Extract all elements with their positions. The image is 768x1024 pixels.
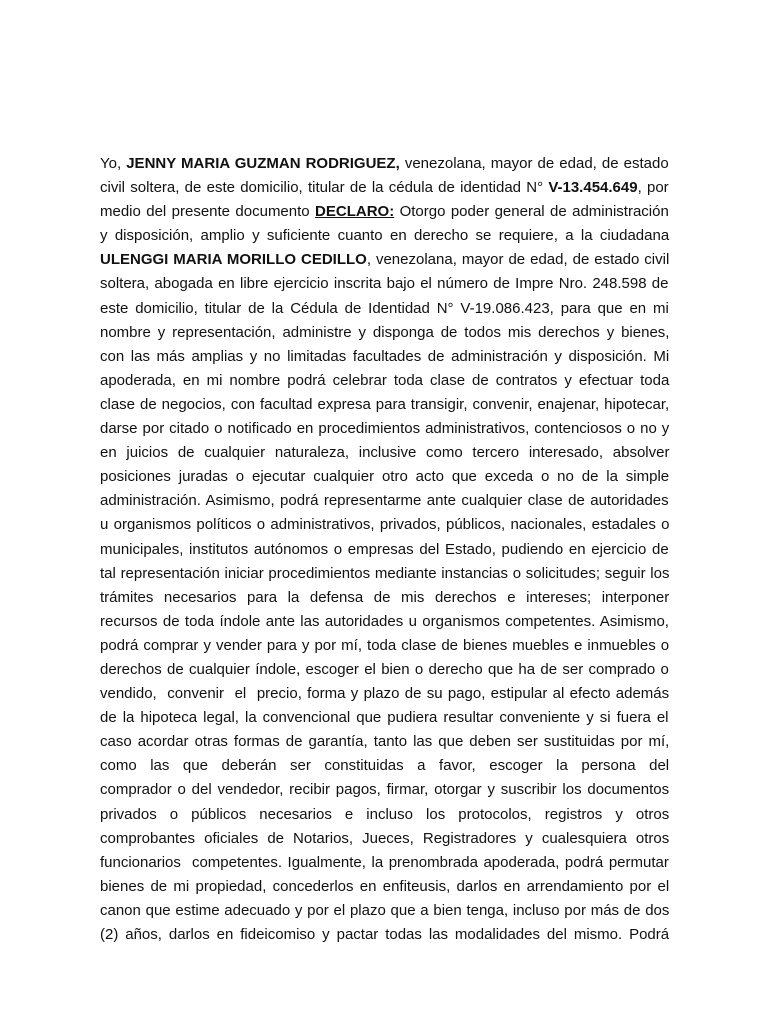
text-run: tal representación iniciar procedimientos mediante instancias o solicitudes; seguir los bbox=[100, 564, 670, 582]
document-line bbox=[100, 297, 669, 321]
text-run: caso acordar otras formas de garantía, tanto las que deben ser sustituidas por mí, bbox=[100, 733, 670, 751]
text-run: medio del presente documento bbox=[100, 203, 316, 221]
bold-text: JENNY MARIA GUZMAN RODRIGUEZ, bbox=[126, 155, 400, 172]
document-line bbox=[100, 538, 669, 562]
text-run: privados o públicos necesarios e incluso los protocolos, registros y otros bbox=[100, 805, 670, 823]
text-run: soltera, abogada en libre ejercicio inscrita bajo el número de Impre Nro. 248.598 de bbox=[100, 275, 669, 293]
bold-text: ULENGGI MARIA MORILLO CEDILLO bbox=[100, 251, 367, 269]
text-run: de la hipoteca legal, la convencional que pudiera resultar conveniente y si fuera el bbox=[100, 709, 669, 727]
document-line bbox=[100, 152, 669, 176]
text-run: funcionarios competentes. Igualmente, la prenombrada apoderada, podrá permutar bbox=[100, 853, 669, 871]
document-line bbox=[100, 441, 669, 465]
document-line bbox=[100, 634, 669, 658]
document-line bbox=[100, 706, 669, 730]
document-line bbox=[100, 200, 669, 224]
text-run: comprobantes oficiales de Notarios, Jueces, Registradores y cualesquiera otros bbox=[100, 829, 670, 847]
text-run: vendido, convenir el precio, forma y plazo de su pago, estipular al efecto además bbox=[100, 685, 670, 703]
text-run: con las más amplias y no limitadas facultades de administración y disposición. Mi bbox=[100, 347, 670, 365]
document-line bbox=[100, 562, 669, 586]
text-run: darse por citado o notificado en procedimientos administrativos, contenciosos o no y bbox=[100, 420, 670, 438]
document-line bbox=[100, 827, 669, 851]
document-line bbox=[100, 393, 669, 417]
text-run: administración. Asimismo, podrá representarme ante cualquier clase de autoridades bbox=[100, 492, 669, 510]
document-line bbox=[100, 851, 669, 875]
document-line bbox=[100, 923, 669, 947]
text-run: venezolana, mayor de edad, de estado bbox=[399, 155, 669, 172]
text-run: apoderada, en mi nombre podrá celebrar toda clase de contratos y efectuar toda bbox=[100, 371, 670, 389]
text-run: recursos de toda índole ante las autoridades u organismos competentes. Asimismo, bbox=[100, 612, 669, 630]
text-run: trámites necesarios para la defensa de mis derechos e intereses; interponer bbox=[100, 588, 670, 606]
text-run: como las que deberán ser constituidas a favor, escoger la persona del bbox=[100, 757, 670, 775]
document-line bbox=[100, 272, 669, 296]
document-line bbox=[100, 778, 669, 802]
document-line bbox=[100, 658, 669, 682]
bold-text bbox=[315, 203, 394, 220]
document-line bbox=[100, 754, 669, 778]
text-run: canon que estime adecuado y por el plazo que a bien tenga, incluso por más de dos bbox=[100, 901, 670, 919]
document-line bbox=[100, 489, 669, 513]
document-line bbox=[100, 465, 669, 489]
text-run: podrá comprar y vender para y por mí, toda clase de bienes muebles e inmuebles o bbox=[100, 636, 670, 654]
text-run: en juicios de cualquier naturaleza, inclusive como tercero interesado, absolver bbox=[100, 444, 670, 462]
document-line bbox=[100, 610, 669, 634]
document-line bbox=[100, 875, 669, 899]
text-run: u organismos políticos o administrativos, privados, públicos, nacionales, estadales o bbox=[100, 516, 670, 534]
document-line bbox=[100, 369, 669, 393]
text-run: nombre y representación, administre y disponga de todos mis derechos y bienes, bbox=[100, 323, 670, 341]
text-run: Yo, bbox=[100, 155, 127, 172]
document-line bbox=[100, 176, 669, 200]
document-line bbox=[100, 248, 669, 272]
text-run: posiciones juradas o ejecutar cualquier otro acto que exceda o no de la simple bbox=[100, 468, 670, 486]
text-run: derechos de cualquier índole, escoger el bien o derecho que ha de ser comprado o bbox=[100, 660, 669, 678]
declaration-keyword: DECLARO: bbox=[315, 203, 395, 221]
document-line bbox=[100, 224, 669, 248]
text-run: y disposición, amplio y suficiente cuanto en derecho se requiere, a la ciudadana bbox=[100, 227, 670, 245]
document-line bbox=[100, 513, 669, 537]
document-line bbox=[100, 682, 669, 706]
document-line bbox=[100, 730, 669, 754]
document-line bbox=[100, 803, 669, 827]
text-run: municipales, institutos autónomos o empresas del Estado, pudiendo en ejercicio de bbox=[100, 540, 669, 558]
bold-text: V-13.454.649 bbox=[548, 179, 638, 197]
text-run: bienes de mi propiedad, concederlos en enfiteusis, darlos en arrendamiento por el bbox=[100, 877, 670, 895]
text-run: comprador o del vendedor, recibir pagos, firmar, otorgar y suscribir los documentos bbox=[100, 781, 670, 799]
document-line bbox=[100, 899, 669, 923]
text-run: civil soltera, de este domicilio, titular de la cédula de identidad N° bbox=[100, 179, 549, 197]
document-line bbox=[100, 586, 669, 610]
text-run: , venezolana, mayor de edad, de estado civil bbox=[366, 251, 670, 269]
document-body-text bbox=[100, 152, 669, 947]
text-run: este domicilio, titular de la Cédula de Identidad N° V-19.086.423, para que en mi bbox=[100, 299, 669, 317]
text-run: , por bbox=[637, 179, 669, 197]
document-line bbox=[100, 417, 669, 441]
text-run: (2) años, darlos en fideicomiso y pactar todas las modalidades del mismo. Podrá bbox=[100, 926, 670, 943]
document-line bbox=[100, 321, 669, 345]
text-run: clase de negocios, con facultad expresa para transigir, convenir, enajenar, hipotecar, bbox=[100, 395, 670, 413]
text-run: Otorgo poder general de administración bbox=[394, 203, 669, 221]
document-line bbox=[100, 345, 669, 369]
